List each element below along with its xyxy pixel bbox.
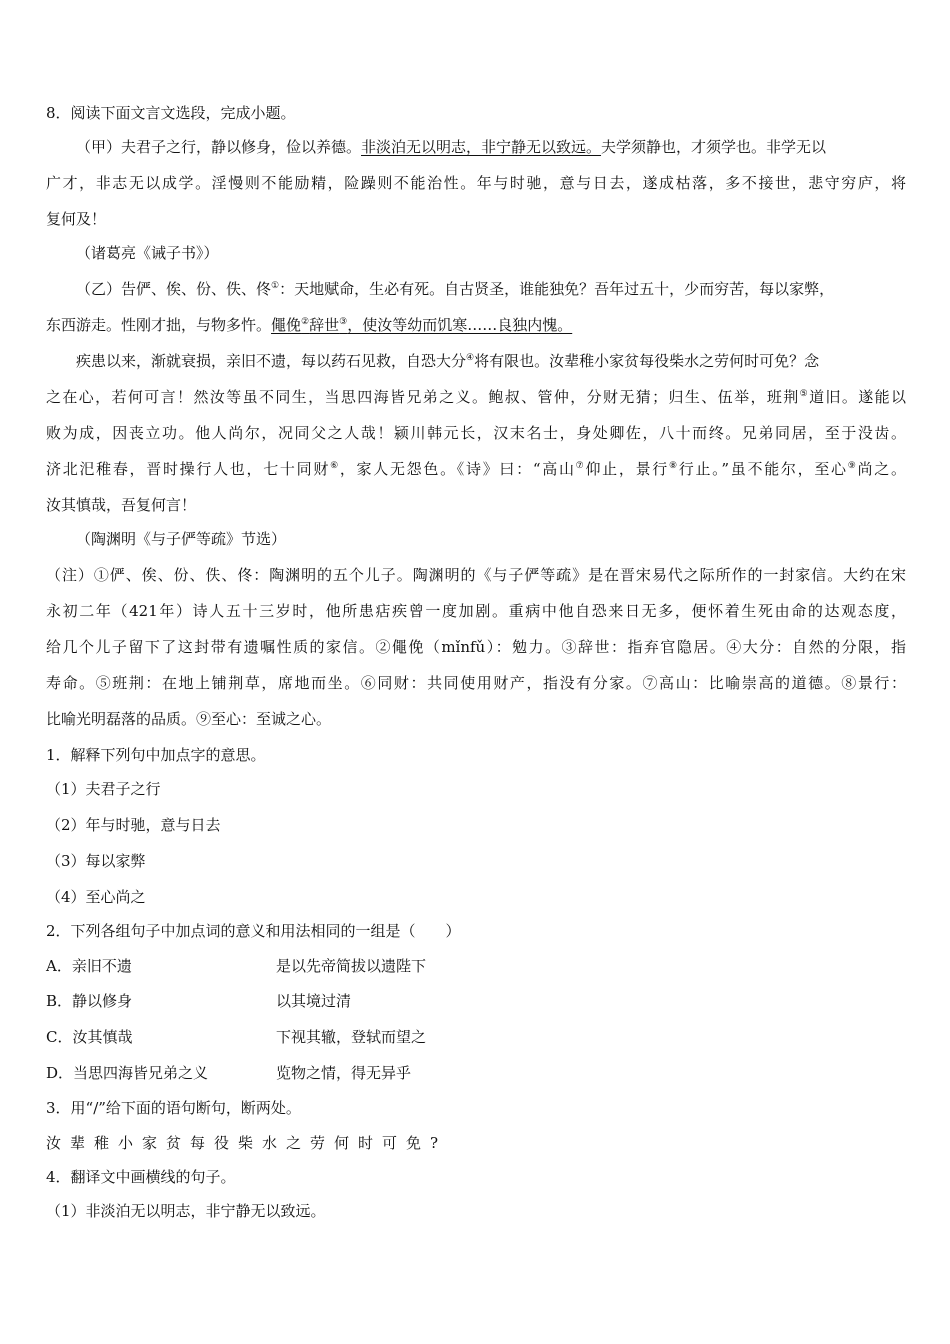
q1-item: （2）年与时驰，意与日去 (46, 816, 221, 834)
q1-stem: 1．解释下列句中加点字的意思。 (46, 746, 266, 764)
yi-line-3: 疾患以来，渐就衰损，亲旧不遗，每以药石见救，自恐大分④将有限也。汝辈稚小家贫每役柴水之劳何时可免？念 (76, 352, 820, 370)
notes-line-4: 寿命。⑤班荆：在地上铺荆草，席地而坐。⑥同财：共同使用财产，指没有分家。⑦高山：比喻崇高的道德。⑧景行： (46, 674, 906, 692)
option-b-right: 以其境过清 (276, 992, 352, 1010)
option-a-right: 是以先帝简拔以遗陛下 (276, 957, 427, 975)
yi-line-4: 之在心，若何可言！然汝等虽不同生，当思四海皆兄弟之义。鲍叔、管仲，分财无猜；归生、伍举，班荆⑤道旧。遂能以 (46, 388, 906, 406)
yi-line-6: 济北汜稚春，晋时操行人也，七十同财⑥，家人无怨色。《诗》曰：“高山⑦仰止，景行⑧行止。”虽不能尔，至心⑨尚之。 (46, 460, 906, 478)
jia-line-3: 复何及！ (46, 210, 107, 228)
option-c-left: C．汝其慎哉 (46, 1028, 133, 1046)
option-c-right: 下视其辙，登轼而望之 (276, 1028, 427, 1046)
underlined-sentence-yi: 僶俛②辞世③，使汝等幼而饥寒……良独内愧。 (271, 316, 573, 334)
q4-item: （1）非淡泊无以明志，非宁静无以致远。 (46, 1202, 326, 1220)
jia-source: （诸葛亮《诫子书》） (76, 244, 219, 262)
yi-line-7: 汝其慎哉，吾复何言！ (46, 496, 197, 514)
underlined-sentence-jia: 非淡泊无以明志，非宁静无以致远。 (361, 138, 602, 156)
yi-line-2: 东西游走。性刚才拙，与物多忤。僶俛②辞世③，使汝等幼而饥寒……良独内愧。 (46, 316, 573, 334)
notes-line-1: （注）①俨、俟、份、佚、佟：陶渊明的五个儿子。陶渊明的《与子俨等疏》是在晋宋易代之际所作的一封家信。大约在宋 (46, 566, 906, 584)
yi-line-5: 败为成，因丧立功。他人尚尔，况同父之人哉！颍川韩元长，汉末名士，身处卿佐，八十而终。兄弟同居，至于没齿。 (46, 424, 906, 442)
question-header: 8．阅读下面文言文选段，完成小题。 (46, 104, 296, 122)
yi-line-1: （乙）告俨、俟、份、佚、佟①：天地赋命，生必有死。自古贤圣，谁能独免？吾年过五十，少而穷苦，每以家弊， (76, 280, 835, 298)
notes-line-3: 给几个儿子留下了这封带有遗嘱性质的家信。②僶俛（mǐnfǔ）：勉力。③辞世：指弃官隐居。④大分：自然的分限，指 (46, 638, 906, 656)
jia-line-2: 广才，非志无以成学。淫慢则不能励精，险躁则不能治性。年与时驰，意与日去，遂成枯落，多不接世，悲守穷庐，将 (46, 174, 906, 192)
jia-line-1: （甲）夫君子之行，静以修身，俭以养德。非淡泊无以明志，非宁静无以致远。夫学须静也，才须学也。非学无以 (76, 138, 827, 156)
option-d-right: 览物之情，得无异乎 (276, 1064, 412, 1082)
option-b-left: B．静以修身 (46, 992, 133, 1010)
q3-sentence: 汝辈稚小家贫每役柴水之劳何时可免? (46, 1134, 448, 1152)
q1-item: （1）夫君子之行 (46, 780, 161, 798)
option-d-left: D．当思四海皆兄弟之义 (46, 1064, 209, 1082)
option-a-left: A．亲旧不遗 (46, 957, 132, 975)
notes-line-5: 比喻光明磊落的品质。⑨至心：至诚之心。 (46, 710, 332, 728)
q4-stem: 4．翻译文中画横线的句子。 (46, 1168, 236, 1186)
q2-stem: 2．下列各组句子中加点词的意义和用法相同的一组是（ ） (46, 922, 461, 940)
notes-line-2: 永初二年（421年）诗人五十三岁时，他所患痁疾曾一度加剧。重病中他自恐来日无多，便怀着生死由命的达观态度， (46, 602, 906, 620)
yi-source: （陶渊明《与子俨等疏》节选） (76, 530, 287, 548)
q1-item: （4）至心尚之 (46, 888, 146, 906)
q3-stem: 3．用“/”给下面的语句断句，断两处。 (46, 1099, 301, 1117)
q1-item: （3）每以家弊 (46, 852, 146, 870)
